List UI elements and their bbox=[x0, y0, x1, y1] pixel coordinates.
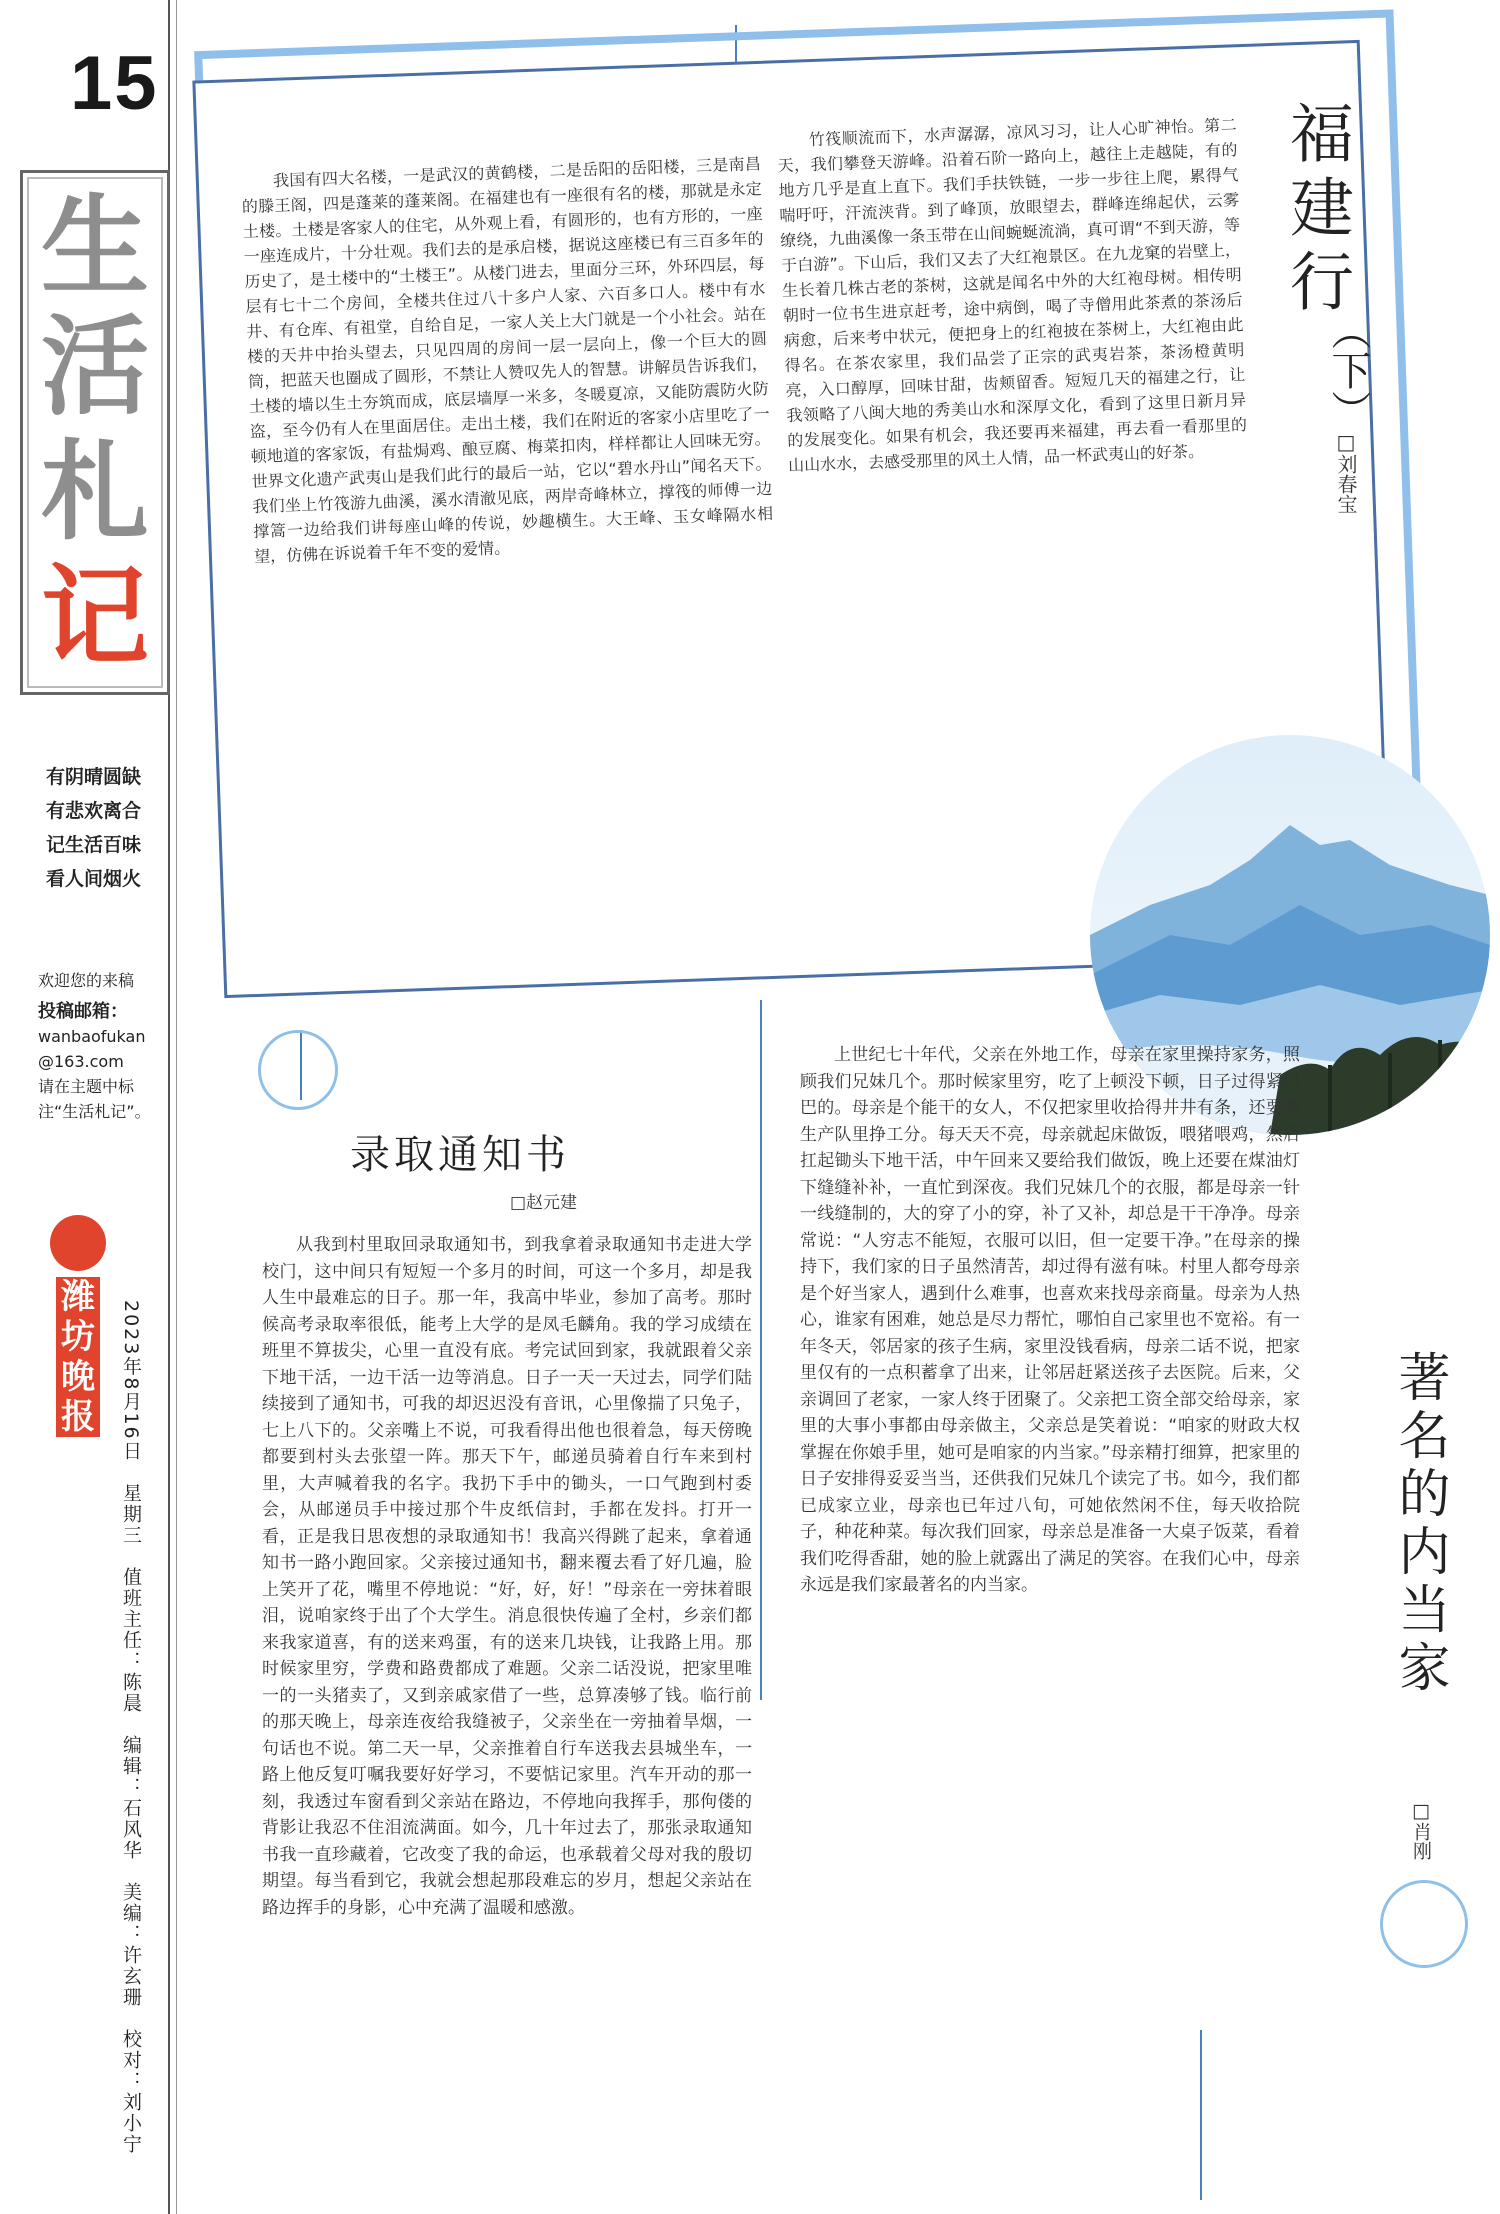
newspaper-logo bbox=[44, 1215, 112, 1437]
masthead-char-3: 札 bbox=[40, 429, 149, 555]
decorative-circle bbox=[1380, 1880, 1468, 1968]
article1-subtitle: （下） bbox=[1325, 310, 1371, 430]
article1-text: 竹筏顺流而下，水声潺潺，凉风习习，让人心旷神怡。第二天，我们攀登天游峰。沿着石阶一路向上，越往上走越陡，有的地方几乎是直上直下。我们手扶铁链，一步一步往上爬，累得气喘吁吁，汗流浃背。到了峰顶，放眼望去，群峰连绵起伏，云雾缭绕，九曲溪像一条玉带在山间蜿蜒流淌，真可谓“不到天游，等于白游”。下山后，我们又去了大红袍景区。在九龙窠的岩壁上，生长着几株古老的茶树，这就是闻名中外的大红袍母树。相传明朝时一位书生进京赶考，途中病倒，喝了寺僧用此茶煮的茶汤后病愈，后来考中状元，便把身上的红袍披在茶树上，大红袍由此得名。在茶农家里，我们品尝了正宗的武夷岩茶，茶汤橙黄明亮，入口醇厚，回味甘甜，齿颊留香。短短几天的福建之行，让我领略了八闽大地的秀美山水和深厚文化，看到了这里日新月异的发展变化。如果有机会，我还要再来福建，再去看一看那里的山山水水，去感受那里的风土人情，品一杯武夷山的好茶。 bbox=[777, 115, 1248, 476]
masthead-char-2: 活 bbox=[40, 304, 149, 430]
page-number: 15 bbox=[70, 41, 159, 126]
article3-title: 著名的内当家 bbox=[1389, 1350, 1449, 1698]
article3-author: □肖刚 bbox=[1410, 1800, 1432, 1860]
section-slogan bbox=[46, 760, 141, 896]
slogan-line: 有悲欢离合 bbox=[46, 800, 142, 822]
article2-text: 从我到村里取回录取通知书，到我拿着录取通知书走进大学校门，这中间只有短短一个多月的时间，可这一个多月，却是我人生中最难忘的日子。那一年，我高中毕业，参加了高考。那时候高考录取率很低，能考上大学的是凤毛麟角。我的学习成绩在班里不算拔尖，心里一直没有底。考完试回到家，我就跟着父亲下地干活，一边干活一边等消息。日子一天一天过去，同学们陆续接到了通知书，可我的却迟迟没有音讯，心里像揣了只兔子，七上八下的。父亲嘴上不说，可我看得出他也很着急，每天傍晚都要到村头去张望一阵。那天下午，邮递员骑着自行车来到村里，大声喊着我的名字。我扔下手中的锄头，一口气跑到村委会，从邮递员手中接过那个牛皮纸信封，手都在发抖。打开一看，正是我日思夜想的录取通知书！我高兴得跳了起来，拿着通知书一路小跑回家。父亲接过通知书，翻来覆去看了好几遍，脸上笑开了花，嘴里不停地说：“好，好，好！”母亲在一旁抹着眼泪，说咱家终于出了个大学生。消息很快传遍了全村，乡亲们都来我家道喜，有的送来鸡蛋，有的送来几块钱，让我路上用。那时候家里穷，学费和路费都成了难题。父亲二话没说，把家里唯一的一头猪卖了，又到亲戚家借了一些，总算凑够了钱。临行前的那天晚上，母亲连夜给我缝被子，父亲坐在一旁抽着旱烟，一句话也不说。第二天一早，父亲推着自行车送我去县城坐车，一路上他反复叮嘱我要好好学习，不要惦记家里。汽车开动的那一刻，我透过车窗看到父亲站在路边，不停地向我挥手，那佝偻的背影让我忍不住泪流满面。如今，几十年过去了，那张录取通知书我一直珍藏着，它改变了我的命运，也承载着父母对我的殷切期望。每当看到它，我就会想起那段难忘的岁月，想起父亲站在路边挥手的身影，心中充满了温暖和感激。 bbox=[262, 1235, 752, 1918]
article3-body bbox=[800, 1042, 1300, 2202]
masthead-char-1: 生 bbox=[40, 184, 149, 310]
column-divider-inner bbox=[176, 0, 177, 2214]
edition-info: 2023年8月16日 星期三 值班主任：陈晨 编辑：石风华 美编：许玄珊 校对：刘小宁 bbox=[120, 1300, 142, 2155]
decorative-line bbox=[760, 1000, 762, 1700]
email-label: 投稿邮箱： bbox=[38, 1001, 128, 1022]
email-address-part-1[interactable]: wanbaofukan bbox=[38, 1027, 146, 1046]
email-address-part-2[interactable]: @163.com bbox=[38, 1052, 124, 1071]
article1-column-1 bbox=[241, 151, 790, 999]
article1-author: □刘春宝 bbox=[1334, 430, 1358, 514]
submission-welcome: 欢迎您的来稿 bbox=[38, 971, 135, 990]
slogan-line: 记生活百味 bbox=[46, 834, 142, 856]
slogan-line: 看人间烟火 bbox=[46, 868, 142, 890]
article2-author: □赵元建 bbox=[510, 1193, 578, 1213]
decorative-circle bbox=[258, 1030, 338, 1110]
slogan-line: 有阴晴圆缺 bbox=[46, 766, 142, 788]
logo-emblem-icon bbox=[50, 1215, 106, 1271]
submission-info bbox=[38, 968, 162, 1124]
article2-body bbox=[262, 1232, 752, 2192]
masthead-char-4: 记 bbox=[40, 554, 149, 680]
article3-text: 上世纪七十年代，父亲在外地工作，母亲在家里操持家务，照顾我们兄妹几个。那时候家里穷，吃了上顿没下顿，日子过得紧巴巴的。母亲是个能干的女人，不仅把家里收拾得井井有条，还要到生产队里挣工分。每天天不亮，母亲就起床做饭，喂猪喂鸡，然后扛起锄头下地干活，中午回来又要给我们做饭，晚上还要在煤油灯下缝缝补补，一直忙到深夜。我们兄妹几个的衣服，都是母亲一针一线缝制的，大的穿了小的穿，补了又补，却总是干干净净。母亲常说：“人穷志不能短，衣服可以旧，但一定要干净。”在母亲的操持下，我们家的日子虽然清苦，却过得有滋有味。村里人都夸母亲是个好当家人，遇到什么难事，也喜欢来找母亲商量。母亲为人热心，谁家有困难，她总是尽力帮忙，哪怕自己家里也不宽裕。有一年冬天，邻居家的孩子生病，家里没钱看病，母亲二话不说，把家里仅有的一点积蓄拿了出来，让邻居赶紧送孩子去医院。后来，父亲调回了老家，一家人终于团聚了。父亲把工资全部交给母亲，家里的大事小事都由母亲做主，父亲总是笑着说：“咱家的财政大权掌握在你娘手里，她可是咱家的内当家。”母亲精打细算，把家里的日子安排得妥妥当当，还供我们兄妹几个读完了书。如今，我们都已成家立业，母亲也已年过八旬，可她依然闲不住，每天收拾院子，种花种菜。每次我们回家，母亲总是准备一大桌子饭菜，看着我们吃得香甜，她的脸上就露出了满足的笑容。在我们心中，母亲永远是我们家最著名的内当家。 bbox=[800, 1045, 1300, 1595]
article2-title: 录取通知书 bbox=[350, 1132, 570, 1178]
article1-title: 福建行 bbox=[1279, 100, 1353, 322]
article1-text: 我国有四大名楼，一是武汉的黄鹤楼，二是岳阳的岳阳楼，三是南昌的滕王阁，四是蓬莱的蓬莱阁。在福建也有一座很有名的楼，那就是永定土楼。土楼是客家人的住宅，从外观上看，有圆形的，也有方形的，一座一座连成片，十分壮观。我们去的是承启楼，据说这座楼已有三百多年的历史了，是土楼中的“土楼王”。从楼门进去，里面分三环，外环四层，每层有七十二个房间，全楼共住过八十多户人家、六百多口人。楼中有水井、有仓库、有祖堂，自给自足，一家人关上大门就是一个小社会。站在楼的天井中抬头望去，只见四周的房间一层一层向上，像一个巨大的圆筒，把蓝天也圈成了圆形，不禁让人赞叹先人的智慧。讲解员告诉我们，土楼的墙以生土夯筑而成，底层墙厚一米多，冬暖夏凉，又能防震防火防盗，至今仍有人在里面居住。走出土楼，我们在附近的客家小店里吃了一顿地道的客家饭，有盐焗鸡、酿豆腐、梅菜扣肉，样样都让人回味无穷。世界文化遗产武夷山是我们此行的最后一站，它以“碧水丹山”闻名天下。我们坐上竹筏游九曲溪，溪水清澈见底，两岸奇峰林立，撑筏的师傅一边撑篙一边给我们讲每座山峰的传说，妙趣横生。大王峰、玉女峰隔水相望，仿佛在诉说着千年不变的爱情。 bbox=[241, 154, 774, 567]
submission-note: 请在主题中标注“生活札记”。 bbox=[38, 1077, 151, 1121]
section-masthead bbox=[20, 170, 170, 695]
logo-text-1: 潍坊 bbox=[56, 1277, 100, 1357]
logo-text-2: 晚报 bbox=[56, 1357, 100, 1437]
